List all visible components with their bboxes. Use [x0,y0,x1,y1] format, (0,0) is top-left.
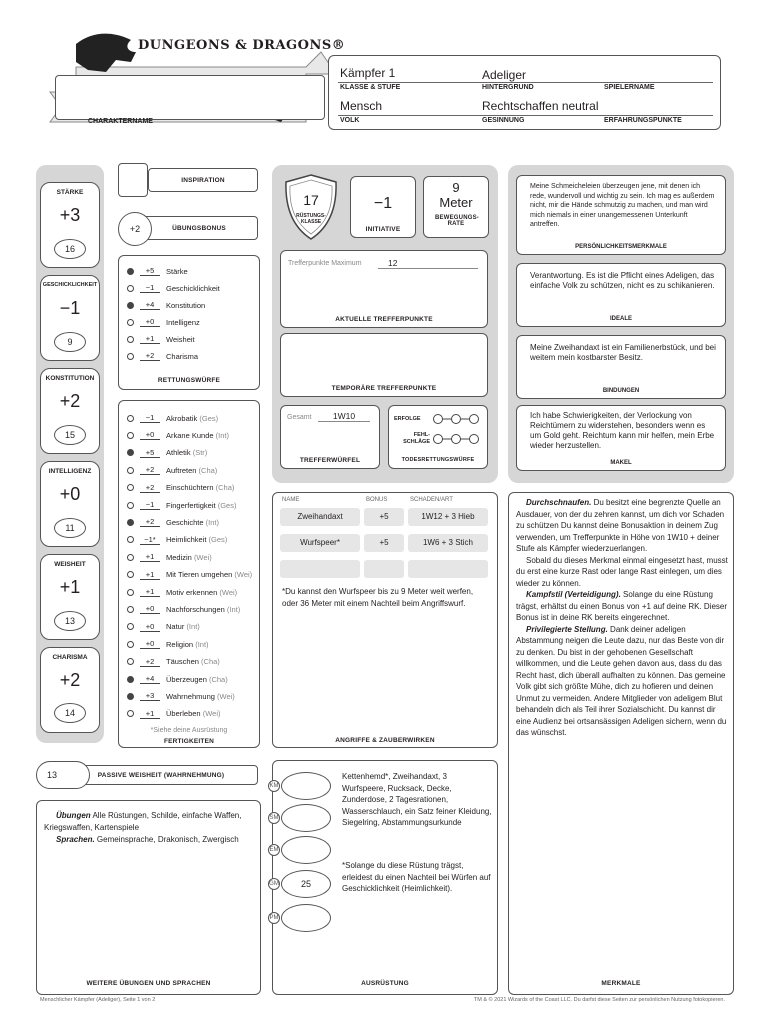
hp-max-label: Trefferpunkte Maximum [288,260,362,267]
ability-score[interactable]: 11 [54,518,86,538]
skill-name: Heimlichkeit [166,535,207,545]
attacks-header-name: NAME [282,497,300,503]
attack-name[interactable]: Wurfspeer* [280,534,360,552]
skill-row[interactable] [127,428,229,442]
skill-attr: (Str) [192,448,208,458]
death-saves-success-label: ERFOLGE [394,416,421,422]
temp-hp-label: TEMPORÄRE TREFFERPUNKTE [331,385,437,392]
skill-value[interactable]: +2 [140,517,160,527]
skill-name: Motiv erkennen [166,587,218,597]
skill-attr: (Int) [195,639,209,649]
class-level-value[interactable]: Kämpfer 1 [340,66,396,80]
skill-value[interactable]: −1 [140,500,160,510]
skill-row[interactable] [127,689,235,703]
speed-label: BEWEGUNGS-RATE [435,215,479,227]
proficiency-dot[interactable] [127,268,134,275]
proficiency-dot[interactable] [127,676,134,683]
skill-attr: (Cha) [208,674,228,684]
skill-name: Natur [166,622,185,632]
bonds-label: BINDUNGEN [602,388,640,394]
proficiency-dot[interactable] [127,710,134,717]
skill-value[interactable]: +1 [140,552,160,562]
equipment-label: AUSRÜSTUNG [361,980,409,987]
flaws-label: MAKEL [610,460,632,466]
skill-row[interactable] [127,637,209,651]
coin-label: KM [268,780,280,792]
proficiency-dot[interactable] [127,536,134,543]
ability-score[interactable]: 13 [54,611,86,631]
skill-value[interactable]: +1 [140,587,160,597]
skill-value[interactable]: −1* [140,535,160,545]
ability-score[interactable]: 16 [54,239,86,259]
initiative-label: INITIATIVE [365,226,401,233]
proficiency-dot[interactable] [127,502,134,509]
proficiency-dot[interactable] [127,554,134,561]
ability-name: WEISHEIT [54,561,86,568]
skill-row[interactable] [127,533,227,547]
death-saves-fail-circles[interactable] [431,433,481,445]
death-saves-fail-label: FEHL-SCHLÄGE [403,432,430,445]
skill-value[interactable]: +0 [140,639,160,649]
hp-max-value[interactable]: 12 [378,258,478,269]
skill-name: Geschichte [166,517,204,527]
passive-wisdom-value[interactable]: 13 [36,761,90,789]
proficiency-dot[interactable] [127,658,134,665]
skill-value[interactable]: +4 [140,674,160,684]
skill-row[interactable] [127,585,237,599]
equipment-note[interactable]: *Solange du diese Rüstung trägst, erleidest du einen Nachteil bei Würfen auf Geschicklichkeit (Heimlichkeit). [342,861,491,893]
skill-row[interactable] [127,568,252,582]
hit-dice-total-label: Gesamt [287,414,312,421]
skill-name: Medizin [166,552,192,562]
attack-bonus[interactable]: +5 [364,508,404,526]
attack-damage-empty[interactable] [408,560,488,578]
death-saves-success-circles[interactable] [431,413,481,425]
proficiency-dot[interactable] [127,693,134,700]
other-proficiencies-text[interactable]: Übungen Alle Rüstungen, Schilde, einfache Waffen, Kriegswaffen, Kartenspiele Sprachen. Gemeinsprache, Drakonisch, Zwergisch [44,811,242,844]
saving-throw-row[interactable] [127,298,205,312]
ability-mod[interactable]: +2 [59,391,81,411]
skill-row[interactable] [127,446,207,460]
proficiency-dot[interactable] [127,432,134,439]
bonds-text: Meine Zweihandaxt ist ein Familienerbstück, und bei weitem mein kostbarster Besitz. [530,343,716,362]
skill-name: Religion [166,639,194,649]
saving-throw-value[interactable]: +2 [140,351,160,361]
skills-note: *Siehe deine Ausrüstung [150,727,228,734]
skill-name: Nachforschungen [166,604,225,614]
saving-throw-value[interactable]: +0 [140,317,160,327]
skill-value[interactable]: +1 [140,709,160,719]
proficiency-dot[interactable] [127,571,134,578]
skill-row[interactable] [127,620,200,634]
background-label: HINTERGRUND [482,84,534,91]
features-label: MERKMALE [601,980,641,987]
saving-throw-value[interactable]: +4 [140,300,160,310]
coin-label: PM [268,912,280,924]
background-value[interactable]: Adeliger [482,68,527,82]
ability-name: GESCHICKLICHKEIT [42,282,98,288]
skill-row[interactable] [127,498,236,512]
ability-name: STÄRKE [56,189,84,196]
dnd-logo: DUNGEONS & DRAGONS® [138,38,346,53]
proficiency-dot[interactable] [127,353,134,360]
skill-attr: (Wei) [202,709,221,719]
ability-mod[interactable]: +1 [59,577,81,597]
other-proficiencies-label: WEITERE ÜBUNGEN UND SPRACHEN [86,980,211,987]
skill-attr: (Wei) [234,570,253,580]
proficiency-value[interactable]: +2 [118,212,152,246]
coin-label: EM [268,844,280,856]
saving-throw-value[interactable]: −1 [140,283,160,293]
attack-bonus[interactable]: +5 [364,534,404,552]
coin-electrum[interactable] [281,836,331,864]
skill-name: Einschüchtern [166,483,214,493]
attacks-header-bonus: BONUS [366,497,388,503]
xp-label: ERFAHRUNGSPUNKTE [604,117,682,124]
skill-attr: (Wei) [193,552,212,562]
features-text[interactable]: Durchschnaufen. Du besitzt eine begrenzte Quelle an Ausdauer, von der du zehren kannst, um dich vor Schaden zu schützen Du kannst deine Bonusaktion in deinem Zug verwenden, um Trefferpunkte in Höhe von 1W10 + deiner Stufe als Kämpfer wiederzuerlangen. Sobald du dieses Merkmal einmal eingesetzt hast, musst du erst eine kurze Rast oder lange Rast einlegen, um dies wieder zu können. Kampfstil (Verteidigung). Solange du eine Rüstung trägst, erhältst du einen Bonus von +1 auf deine RK. Dieser Bonus ist in deine RK bereits eingerechnet. Privilegierte Stellung. Dank deiner adeligen Abstammung neigen die Leute dazu, nur das Beste von dir zu denken. Du bist in der gehobenen Gesellschaft willkommen, und die Leute gehen davon aus, dass du das Recht hast, dich überall aufhalten zu können. Das gemeine Volk gibt sich größte Mühe, dich zu hofieren und deinen Unmut zu vermeiden. Andere Mitglieder von adeligem Blut behandeln dich als Teil ihrer Sozialschicht. Du kannst dir eine Audienz bei ortsansässigen Adeligen sichern, wenn du das wünschst. [516,498,728,737]
attacks-box [272,492,498,748]
proficiency-dot[interactable] [127,302,134,309]
skill-value[interactable]: +0 [140,622,160,632]
attack-bonus-empty[interactable] [364,560,404,578]
skill-row[interactable] [127,411,218,425]
coin-copper[interactable] [281,772,331,800]
armor-class-value[interactable]: 17 [303,192,319,208]
charname-box[interactable] [55,75,325,120]
skill-row[interactable] [127,602,240,616]
skill-attr: (Ges) [217,500,237,510]
ability-mod[interactable]: +2 [59,670,81,690]
proficiency-dot[interactable] [127,641,134,648]
attack-name-empty[interactable] [280,560,360,578]
ideals-text: Verantwortung. Es ist die Pflicht eines Adeligen, das einfache Volk zu schützen, nicht es zu schikanieren. [530,271,715,290]
skill-value[interactable]: +2 [140,657,160,667]
saving-throw-row[interactable] [127,264,188,278]
saving-throw-name: Weisheit [166,334,195,344]
skill-attr: (Cha) [201,657,220,667]
coin-silver[interactable] [281,804,331,832]
skill-attr: (Wei) [217,691,235,701]
attack-damage[interactable]: 1W12 + 3 Hieb [408,508,488,526]
ideals-label: IDEALE [609,316,632,322]
ability-mod[interactable]: +3 [59,205,81,225]
proficiency-box [140,216,258,240]
saving-throw-row[interactable] [127,281,220,295]
coin-label: SM [268,812,280,824]
skill-name: Überzeugen [166,674,207,684]
skill-name: Arkane Kunde [166,430,214,440]
skill-value[interactable]: +3 [140,691,160,701]
skill-name: Überleben [166,709,201,719]
coin-label: GM [268,878,280,890]
skill-attr: (Int) [226,604,241,614]
saving-throw-name: Stärke [166,266,188,276]
skill-name: Athletik [166,448,191,458]
skill-attr: (Int) [205,517,219,527]
saving-throws-label: RETTUNGSWÜRFE [157,377,221,384]
skill-row[interactable] [127,672,228,686]
death-saves-label: TODESRETTUNGSWÜRFE [401,457,475,463]
footer-right: TM & © 2021 Wizards of the Coast LLC. Du darfst diese Seiten zur persönlichen Nutzung fotokopieren. [473,997,725,1003]
proficiency-dot[interactable] [127,623,134,630]
skill-value[interactable]: −1 [140,413,160,423]
player-name-label: SPIELERNAME [604,84,655,91]
traits-label: PERSÖNLICHKEITSMERKMALE [575,244,667,250]
skill-name: Auftreten [166,465,197,475]
proficiency-dot[interactable] [127,606,134,613]
skill-row[interactable] [127,655,220,669]
proficiency-dot[interactable] [127,519,134,526]
skill-attr: (Int) [215,430,229,440]
skill-value[interactable]: +1 [140,570,160,580]
saving-throw-row[interactable] [127,349,198,363]
skills-label: FERTIGKEITEN [163,738,215,745]
inspiration-label: INSPIRATION [181,177,225,184]
skill-value[interactable]: +2 [140,465,160,475]
attacks-header-damage: SCHADEN/ART [410,497,453,503]
saving-throw-row[interactable] [127,332,195,346]
skill-name: Mit Tieren umgehen [166,570,233,580]
attack-damage[interactable]: 1W6 + 3 Stich [408,534,488,552]
proficiency-dot[interactable] [127,415,134,422]
hit-dice-label: TREFFERWÜRFEL [299,457,361,464]
armor-class-label: RÜSTUNGS-KLASSE [296,213,326,225]
skill-value[interactable]: +0 [140,604,160,614]
proficiency-label: ÜBUNGSBONUS [172,225,226,232]
hit-dice-total[interactable]: 1W10 [318,411,370,422]
skill-attr: (Ges) [199,413,219,423]
saving-throw-value[interactable]: +1 [140,334,160,344]
proficiency-dot[interactable] [127,467,134,474]
skill-value[interactable]: +5 [140,448,160,458]
class-level-label: KLASSE & STUFE [340,84,401,91]
race-value[interactable]: Mensch [340,99,383,113]
saving-throw-name: Charisma [166,351,199,361]
footer-left: Menschlicher Kämpfer (Adeliger), Seite 1 von 2 [40,997,156,1003]
race-label: VOLK [340,117,360,124]
skill-name: Akrobatik [166,413,198,423]
initiative-value[interactable]: −1 [373,195,393,212]
skill-row[interactable] [127,515,219,529]
skill-name: Fingerfertigkeit [166,500,216,510]
saving-throw-row[interactable] [127,315,200,329]
current-hp-label: AKTUELLE TREFFERPUNKTE [335,316,433,323]
skill-value[interactable]: +0 [140,430,160,440]
ability-name: KONSTITUTION [45,375,95,382]
proficiency-dot[interactable] [127,449,134,456]
ability-mod[interactable]: −1 [59,298,81,318]
traits-text: Meine Schmeicheleien überzeugen jene, mit denen ich rede, wundervoll und wichtig zu sein. Ich mag es außerdem nicht, mir die Hände schmutzig zu machen, und man wird mich niemals in einer unangemessenen Unterkunft antreffen. [530,183,715,229]
coin-platinum[interactable] [281,904,331,932]
ability-score[interactable]: 14 [54,703,86,723]
skill-row[interactable] [127,481,234,495]
coin-gold[interactable]: 25 [281,870,331,898]
skill-row[interactable] [127,550,212,564]
ability-score[interactable]: 9 [54,332,86,352]
ability-name: INTELLIGENZ [48,468,92,475]
saving-throw-name: Geschicklichkeit [166,283,220,293]
proficiency-dot[interactable] [127,319,134,326]
alignment-label: GESINNUNG [482,117,525,124]
speed-unit: Meter [439,195,473,210]
character-name-label: CHARAKTERNAME [88,118,153,125]
attack-name[interactable]: Zweihandaxt [280,508,360,526]
saving-throw-value[interactable]: +5 [140,266,160,276]
skill-attr: (Int) [186,622,200,632]
skill-name: Täuschen [166,657,199,667]
ability-name: CHARISMA [52,654,88,661]
alignment-value[interactable]: Rechtschaffen neutral [482,99,599,113]
passive-wisdom-label: PASSIVE WEISHEIT (WAHRNEHMUNG) [97,772,225,779]
ability-mod[interactable]: +0 [59,484,81,504]
skill-attr: (Cha) [215,483,235,493]
attacks-label: ANGRIFFE & ZAUBERWIRKEN [335,737,435,744]
skill-row[interactable] [127,463,217,477]
attacks-note[interactable]: *Du kannst den Wurfspeer bis zu 9 Meter weit werfen, oder 36 Meter mit einem Nachteil beim Angriffswurf. [282,587,474,608]
saving-throw-name: Intelligenz [166,317,200,327]
saving-throw-name: Konstitution [166,300,206,310]
flaws-text: Ich habe Schwierigkeiten, der Verlockung von Reichtümern zu widerstehen, besonders wenn es um Gold geht. Reichtum kann mir helfen, mein Erbe wieder herzustellen. [530,411,715,450]
skill-attr: (Ges) [208,535,228,545]
proficiency-dot[interactable] [127,336,134,343]
skill-attr: (Cha) [198,465,218,475]
proficiency-dot[interactable] [127,484,134,491]
skill-name: Wahrnehmung [166,691,215,701]
equipment-list[interactable]: Kettenhemd*, Zweihandaxt, 3 Wurfspeere, Rucksack, Decke, Zunderdose, 2 Tagesrationen, Wasserschlauch, ein Satz feiner Kleidung, Siegelring, Abstammungsurkunde [342,772,492,827]
inspiration-box [148,168,258,192]
ability-score[interactable]: 15 [54,425,86,445]
speed-value[interactable]: 9 [452,180,460,195]
proficiency-dot[interactable] [127,589,134,596]
skill-attr: (Wei) [219,587,238,597]
skill-value[interactable]: +2 [140,483,160,493]
skill-row[interactable] [127,707,220,721]
proficiency-dot[interactable] [127,285,134,292]
inspiration-checkbox[interactable] [118,163,148,197]
